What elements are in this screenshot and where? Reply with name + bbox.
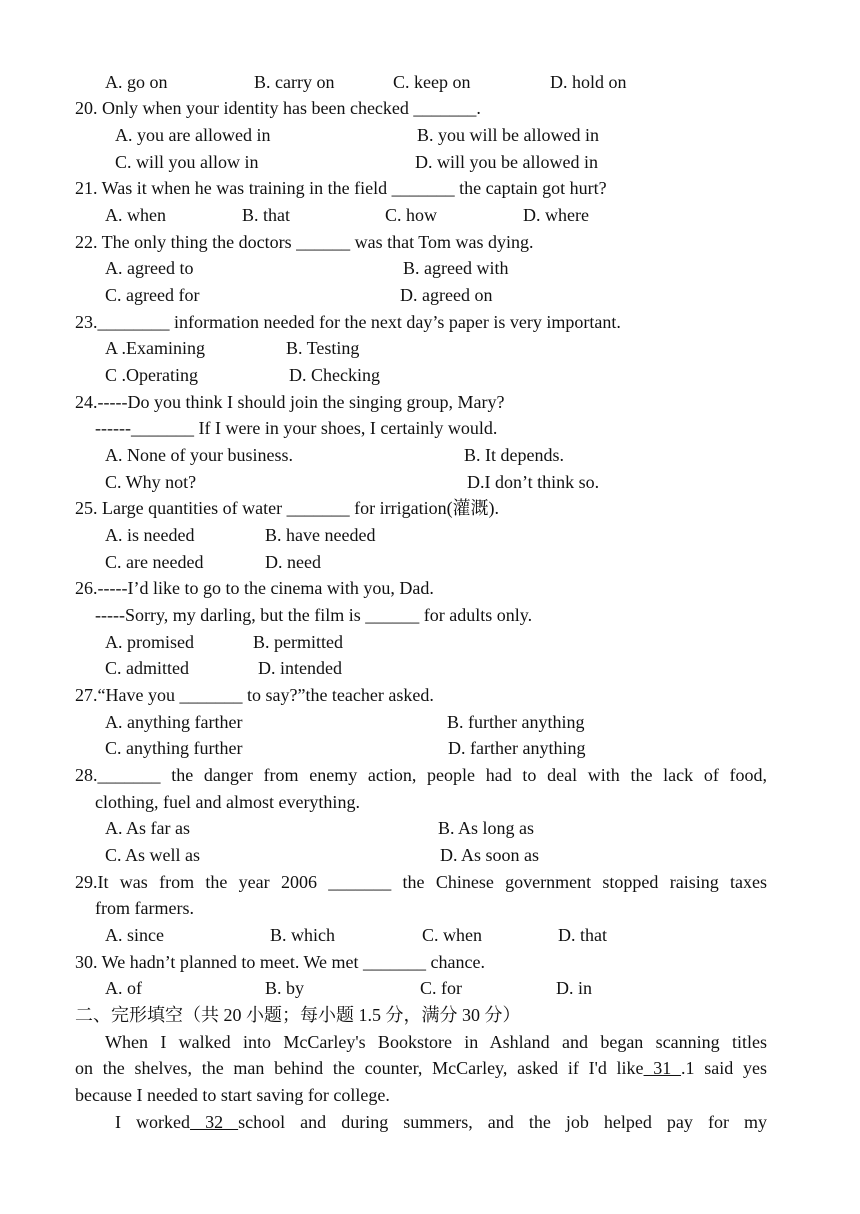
dialogue-reply: -----Sorry, my darling, but the film is ______ for adults only.: [95, 605, 533, 625]
option-b: B. have needed: [265, 525, 376, 545]
option-a: A. you are allowed in: [115, 125, 271, 145]
option-c: C. As well as: [105, 845, 201, 865]
option-b: B. further anything: [447, 712, 585, 732]
option-d: D. need: [265, 552, 321, 572]
option-c: C. how: [385, 205, 438, 225]
question-stem: 26.-----I’d like to go to the cinema with you, Dad.: [75, 578, 434, 598]
blank-32: 32: [190, 1112, 239, 1132]
option-d: D. in: [556, 978, 592, 998]
question-stem: 27.“Have you _______ to say?”the teacher asked.: [75, 685, 434, 705]
option-a: A .Examining: [105, 338, 205, 358]
option-a: A. when: [105, 205, 166, 225]
passage-text: I worked: [115, 1112, 191, 1132]
option-d: D.I don’t think so.: [467, 472, 600, 492]
option-b: B. agreed with: [403, 258, 509, 278]
blank-31: 31: [643, 1058, 682, 1078]
option-c: C. keep on: [393, 72, 471, 92]
option-a: A. None of your business.: [105, 445, 293, 465]
passage-line: [115, 1110, 767, 1134]
option-a: A. go on: [105, 72, 168, 92]
passage-text: on the shelves, the man behind the counter, McCarley, asked if I'd like: [75, 1058, 644, 1078]
option-a: A. is needed: [105, 525, 195, 545]
option-c: C .Operating: [105, 365, 198, 385]
question-stem: 30. We hadn’t planned to meet. We met _______ chance.: [75, 952, 485, 972]
question-stem: 22. The only thing the doctors ______ was that Tom was dying.: [75, 232, 534, 252]
option-c: C. are needed: [105, 552, 204, 572]
option-c: C. Why not?: [105, 472, 197, 492]
option-c: C. when: [422, 925, 482, 945]
option-a: A. agreed to: [105, 258, 194, 278]
option-b: B. by: [265, 978, 305, 998]
passage-line: [75, 1056, 767, 1080]
option-c: C. agreed for: [105, 285, 200, 305]
question-stem: 23.________ information needed for the next day’s paper is very important.: [75, 312, 621, 332]
option-b: B. carry on: [254, 72, 335, 92]
option-c: C. will you allow in: [115, 152, 259, 172]
option-d: D. will you be allowed in: [415, 152, 598, 172]
option-d: D. Checking: [289, 365, 380, 385]
passage-text: school and during summers, and the job helped pay for my: [238, 1112, 767, 1132]
option-a: A. promised: [105, 632, 194, 652]
question-stem: 24.-----Do you think I should join the singing group, Mary?: [75, 392, 505, 412]
question-stem: 21. Was it when he was training in the field _______ the captain got hurt?: [75, 178, 607, 198]
dialogue-reply: ------_______ If I were in your shoes, I certainly would.: [95, 418, 498, 438]
passage-line: because I needed to start saving for college.: [75, 1085, 390, 1105]
question-stem: 20. Only when your identity has been checked _______.: [75, 98, 481, 118]
option-d: D. farther anything: [448, 738, 586, 758]
option-c: C. for: [420, 978, 462, 998]
passage-text: .1 said yes: [681, 1058, 767, 1078]
option-b: B. permitted: [253, 632, 343, 652]
option-a: A. As far as: [105, 818, 190, 838]
question-stem: 29.It was from the year 2006 _______ the Chinese government stopped raising taxes: [75, 872, 767, 892]
option-d: D. that: [558, 925, 607, 945]
passage-line: When I walked into McCarley's Bookstore in Ashland and began scanning titles: [105, 1032, 767, 1052]
option-b: B. that: [242, 205, 290, 225]
option-b: B. which: [270, 925, 335, 945]
option-d: D. where: [523, 205, 589, 225]
option-a: A. anything farther: [105, 712, 243, 732]
option-b: B. you will be allowed in: [417, 125, 599, 145]
option-b: B. As long as: [438, 818, 535, 838]
option-d: D. hold on: [550, 72, 627, 92]
option-b: B. It depends.: [464, 445, 564, 465]
option-a: A. of: [105, 978, 142, 998]
question-stem-continued: clothing, fuel and almost everything.: [95, 792, 360, 812]
option-b: B. Testing: [286, 338, 360, 358]
option-c: C. anything further: [105, 738, 243, 758]
option-d: D. agreed on: [400, 285, 493, 305]
section-heading: 二、完形填空（共 20 小题；每小题 1.5 分，满分 30 分）: [75, 1005, 521, 1025]
option-c: C. admitted: [105, 658, 189, 678]
question-stem-continued: from farmers.: [95, 898, 194, 918]
option-a: A. since: [105, 925, 164, 945]
option-d: D. intended: [258, 658, 342, 678]
question-stem: 28._______ the danger from enemy action, people had to deal with the lack of food,: [75, 765, 767, 785]
question-stem: 25. Large quantities of water _______ for irrigation(灌溉).: [75, 498, 500, 518]
option-d: D. As soon as: [440, 845, 540, 865]
